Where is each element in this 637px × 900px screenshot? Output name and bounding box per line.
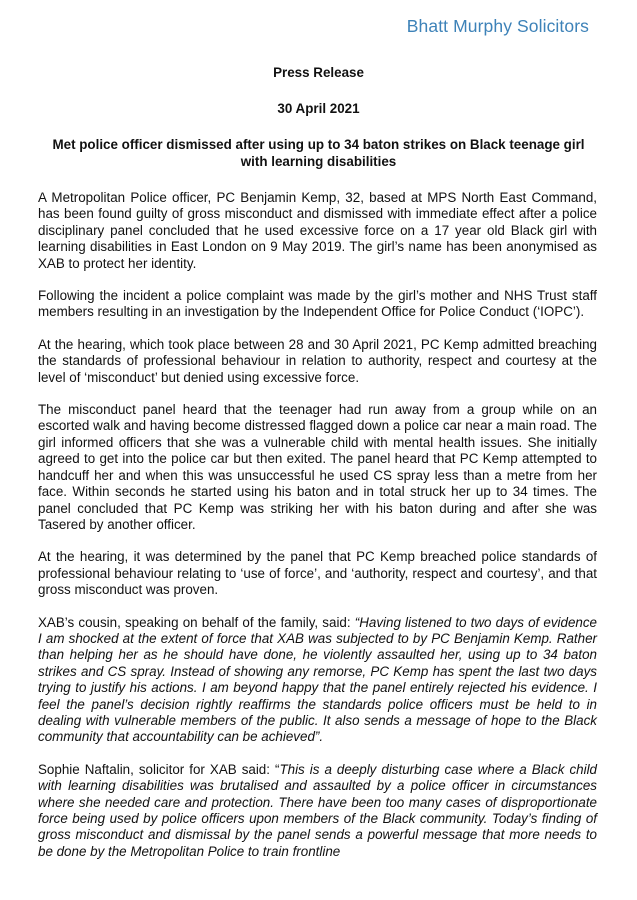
paragraph: A Metropolitan Police officer, PC Benjamin Kemp, 32, based at MPS North East Command, has been found guilty of gross misconduct and dismissed with immediate effect after a police disciplinary panel concluded that he used excessive force on a 17 year old Black girl with learning disabilities in East London on 9 May 2019. The girl’s name has been anonymised as XAB to protect her identity. — [38, 190, 597, 271]
solicitor-statement-quote: This is a deeply disturbing case where a Black child with learning disabilities was brutalised and assaulted by a police officer in circumstances where she needed care and protection. There have been too many cases of disproportionate force being used by police officers upon members of the Black community. Today’s finding of gross misconduct and dismissal by the panel sends a powerful message that more needs to be done by the Metropolitan Police to train frontline — [38, 761, 597, 859]
paragraph: Following the incident a police complaint was made by the girl’s mother and NHS Trust staff members resulting in an investigation by the Independent Office for Police Conduct (‘IOPC’). — [38, 288, 597, 320]
release-date: 30 April 2021 — [277, 101, 360, 116]
press-release-label: Press Release — [273, 65, 364, 80]
paragraph: The misconduct panel heard that the teenager had run away from a group while on an escorted walk and having become distressed flagged down a police car near a main road. The girl informed officers that she was a vulnerable child with mental health issues. She initially agreed to get into the police car but then exited. The panel heard that PC Kemp attempted to handcuff her and when this was unsuccessful he used CS spray less than a metre from her face. Within seconds he started using his baton and in total struck her up to 34 times. The panel concluded that PC Kemp was striking her with his baton during and after she was Tasered by another officer. — [38, 402, 597, 532]
family-statement-quote: “Having listened to two days of evidence I am shocked at the extent of force that XAB was subjected to by PC Benjamin Kemp. Rather than helping her as he should have done, he violently assaulted her, using up to 34 baton strikes and CS spray. Instead of showing any remorse, PC Kemp has spent the last two days trying to justify his actions. I am beyond happy that the panel entirely rejected his evidence. I feel the panel’s decision rightly reaffirms the standards police officers must be held to in dealing with vulnerable members of the public. It also sends a message of hope to the Black community that accountability can be achieved”. — [38, 614, 598, 745]
solicitor-statement-intro: Sophie Naftalin, solicitor for XAB said: “ — [38, 761, 280, 777]
article-body — [38, 190, 597, 876]
family-statement-intro: XAB’s cousin, speaking on behalf of the family, said: — [38, 614, 355, 630]
paragraph: At the hearing, which took place between 28 and 30 April 2021, PC Kemp admitted breaching the standards of professional behaviour in relation to authority, respect and courtesy at the level of ‘misconduct’ but denied using excessive force. — [38, 336, 597, 385]
solicitor-statement — [38, 762, 597, 860]
paragraph: At the hearing, it was determined by the panel that PC Kemp breached police standards of professional behaviour relating to ‘use of force’, and ‘authority, respect and courtesy’, and that gross misconduct was proven. — [38, 549, 597, 598]
headline: Met police officer dismissed after using up to 34 baton strikes on Black teenage girl with learning disabilities — [52, 137, 585, 169]
letterhead-logo: Bhatt Murphy Solicitors — [406, 16, 589, 36]
family-statement — [38, 615, 597, 746]
